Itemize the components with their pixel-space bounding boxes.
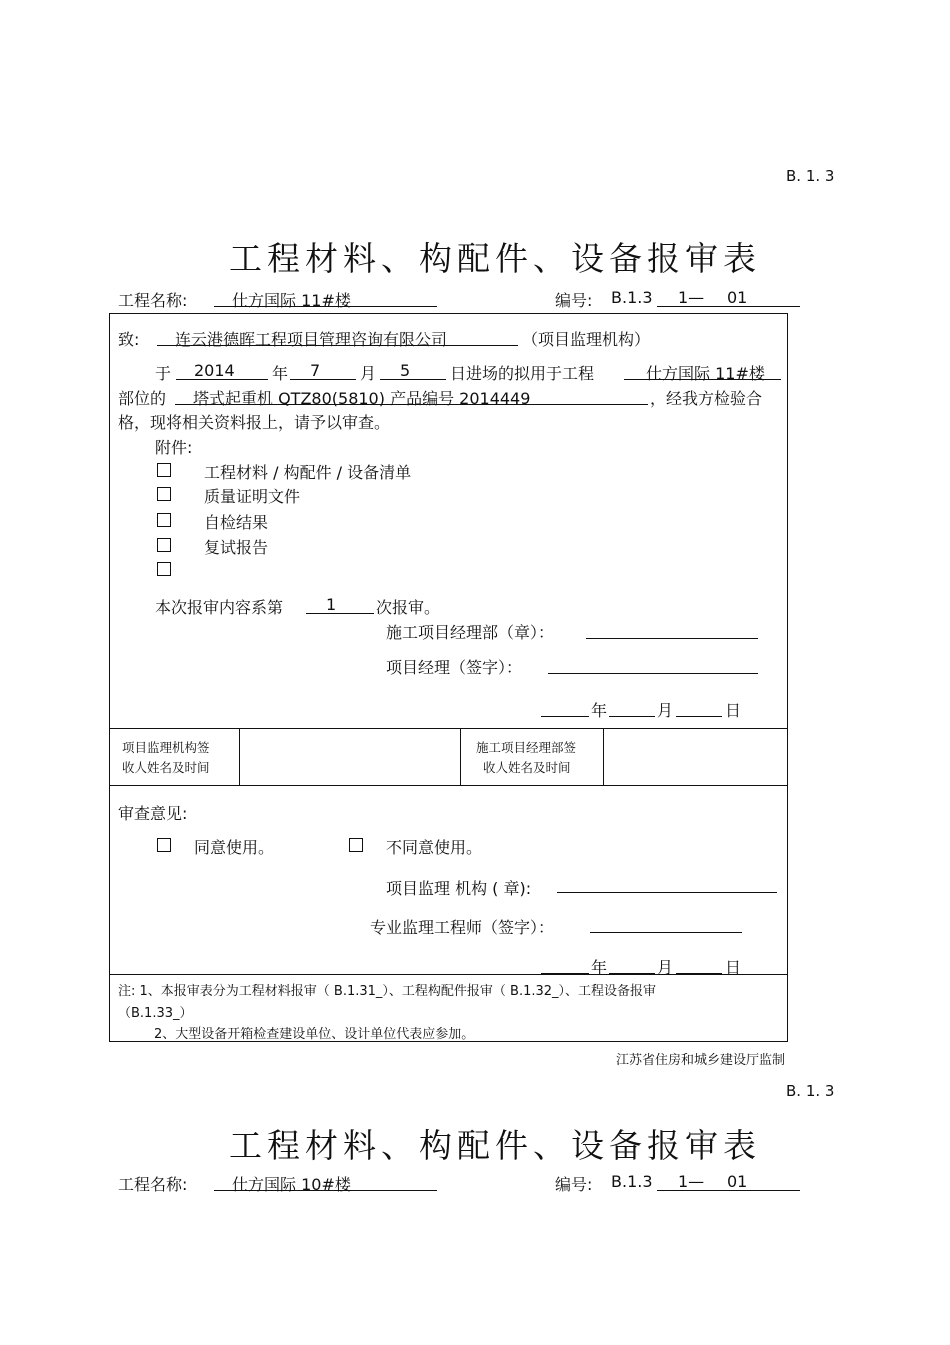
supervisor-org-label: 项目监理 机构 ( 章): [386, 879, 532, 898]
number-prefix: B.1.3 [611, 288, 653, 307]
number-label: 编号: [555, 291, 593, 310]
form-title: 工程材料、构配件、设备报审表 [229, 239, 761, 278]
receipt-supervisor-label-2: 收人姓名及时间 [122, 760, 210, 775]
engineer-label: 专业监理工程师（签字）： [370, 918, 555, 937]
year-char: 年 [272, 364, 289, 383]
project-name-label-2: 工程名称: [118, 1175, 188, 1194]
divider-receipt-bottom [109, 785, 787, 786]
attachment-5-checkbox[interactable] [157, 562, 171, 576]
attachment-3-label: 自检结果 [204, 513, 269, 532]
date2-month-char: 月 [657, 958, 674, 977]
year-value: 2014 [194, 361, 235, 380]
engineer-signature-line[interactable] [590, 931, 742, 933]
year-underline [176, 378, 268, 380]
line3-text: 格，现将相关资料报上，请予以审查。 [118, 413, 391, 432]
receipt-contractor-label-1: 施工项目经理部签 [476, 740, 577, 755]
to-org-underline [157, 344, 518, 346]
supervisor-org-line[interactable] [557, 891, 777, 893]
note-line-2: （B.1.33_） [118, 1006, 193, 1021]
project-name-underline-2 [214, 1189, 437, 1191]
form-code: B. 1. 3 [786, 167, 835, 185]
attachment-4-label: 复试报告 [204, 538, 269, 557]
note-line-3: 2、大型设备开箱检查建设单位、设计单位代表应参加。 [154, 1027, 475, 1042]
number-mid-2: 1— [678, 1172, 705, 1191]
round-underline [306, 612, 374, 614]
line1-text: 日进场的拟用于工程 [450, 364, 595, 383]
contractor-dept-line[interactable] [586, 637, 758, 639]
date1-day-char: 日 [725, 701, 742, 720]
day-underline [380, 378, 446, 380]
receipt-col-2 [460, 728, 461, 785]
line1-project-underline [624, 378, 781, 380]
number-label-2: 编号: [555, 1175, 593, 1194]
day-value: 5 [400, 361, 411, 380]
review-label: 审查意见: [118, 804, 188, 823]
receipt-contractor-label-2: 收人姓名及时间 [483, 760, 571, 775]
line1-prefix: 于 [155, 364, 172, 383]
receipt-col-3 [603, 728, 604, 785]
attachments-label: 附件: [155, 438, 193, 457]
attachment-2-checkbox[interactable] [157, 487, 171, 501]
line2-suffix: ，经我方检验合 [650, 389, 763, 408]
number-underline-2 [657, 1189, 800, 1191]
month-char: 月 [360, 364, 377, 383]
date1-month-line[interactable] [609, 715, 655, 717]
line1-project: 仕方国际 11#楼 [646, 364, 765, 383]
to-org: 连云港德晖工程项目管理咨询有限公司 [175, 330, 448, 349]
form-title-2: 工程材料、构配件、设备报审表 [229, 1126, 761, 1165]
attachment-4-checkbox[interactable] [157, 538, 171, 552]
date2-day-char: 日 [725, 958, 742, 977]
disagree-checkbox[interactable] [349, 838, 363, 852]
number-mid: 1— [678, 288, 705, 307]
project-name-underline [214, 305, 437, 307]
date1-year-line[interactable] [541, 715, 589, 717]
round-value: 1 [326, 595, 337, 614]
round-suffix: 次报审。 [376, 598, 441, 617]
number-suffix: 01 [727, 288, 748, 307]
line2-prefix: 部位的 [118, 389, 167, 408]
issuer: 江苏省住房和城乡建设厅监制 [616, 1053, 786, 1068]
to-label: 致: [118, 330, 140, 349]
round-prefix: 本次报审内容系第 [155, 598, 284, 617]
project-name-value-2: 仕方国际 10#楼 [232, 1175, 351, 1194]
pm-label: 项目经理（签字）： [386, 658, 523, 677]
attachment-1-label: 工程材料 / 构配件 / 设备清单 [204, 463, 412, 482]
to-org-note: （项目监理机构） [522, 330, 651, 349]
disagree-label: 不同意使用。 [386, 838, 483, 857]
line2-item: 塔式起重机 QTZ80(5810) 产品编号 2014449 [193, 389, 531, 408]
number-underline [657, 305, 800, 307]
agree-label: 同意使用。 [194, 838, 275, 857]
attachment-1-checkbox[interactable] [157, 463, 171, 477]
pm-signature-line[interactable] [548, 672, 758, 674]
month-underline [290, 378, 356, 380]
line2-item-underline [175, 403, 648, 405]
form-code-2: B. 1. 3 [786, 1082, 835, 1100]
receipt-supervisor-label-1: 项目监理机构签 [122, 740, 210, 755]
number-suffix-2: 01 [727, 1172, 748, 1191]
date2-day-line[interactable] [676, 972, 722, 974]
date2-month-line[interactable] [609, 972, 655, 974]
attachment-3-checkbox[interactable] [157, 513, 171, 527]
date1-day-line[interactable] [676, 715, 722, 717]
project-name-label: 工程名称: [118, 291, 188, 310]
date1-year-char: 年 [591, 701, 608, 720]
divider-note-top [109, 974, 787, 975]
month-value: 7 [310, 361, 321, 380]
receipt-col-1 [239, 728, 240, 785]
number-prefix-2: B.1.3 [611, 1172, 653, 1191]
date2-year-char: 年 [591, 958, 608, 977]
contractor-dept-label: 施工项目经理部（章）： [386, 623, 555, 642]
project-name-value: 仕方国际 11#楼 [232, 291, 351, 310]
attachment-2-label: 质量证明文件 [204, 487, 301, 506]
date1-month-char: 月 [657, 701, 674, 720]
divider-receipt-top [109, 728, 787, 729]
note-line-1: 注: 1、本报审表分为工程材料报审（ B.1.31_）、工程构配件报审（ B.1.32_）、工程设备报审 [118, 984, 657, 999]
agree-checkbox[interactable] [157, 838, 171, 852]
date2-year-line[interactable] [541, 972, 589, 974]
